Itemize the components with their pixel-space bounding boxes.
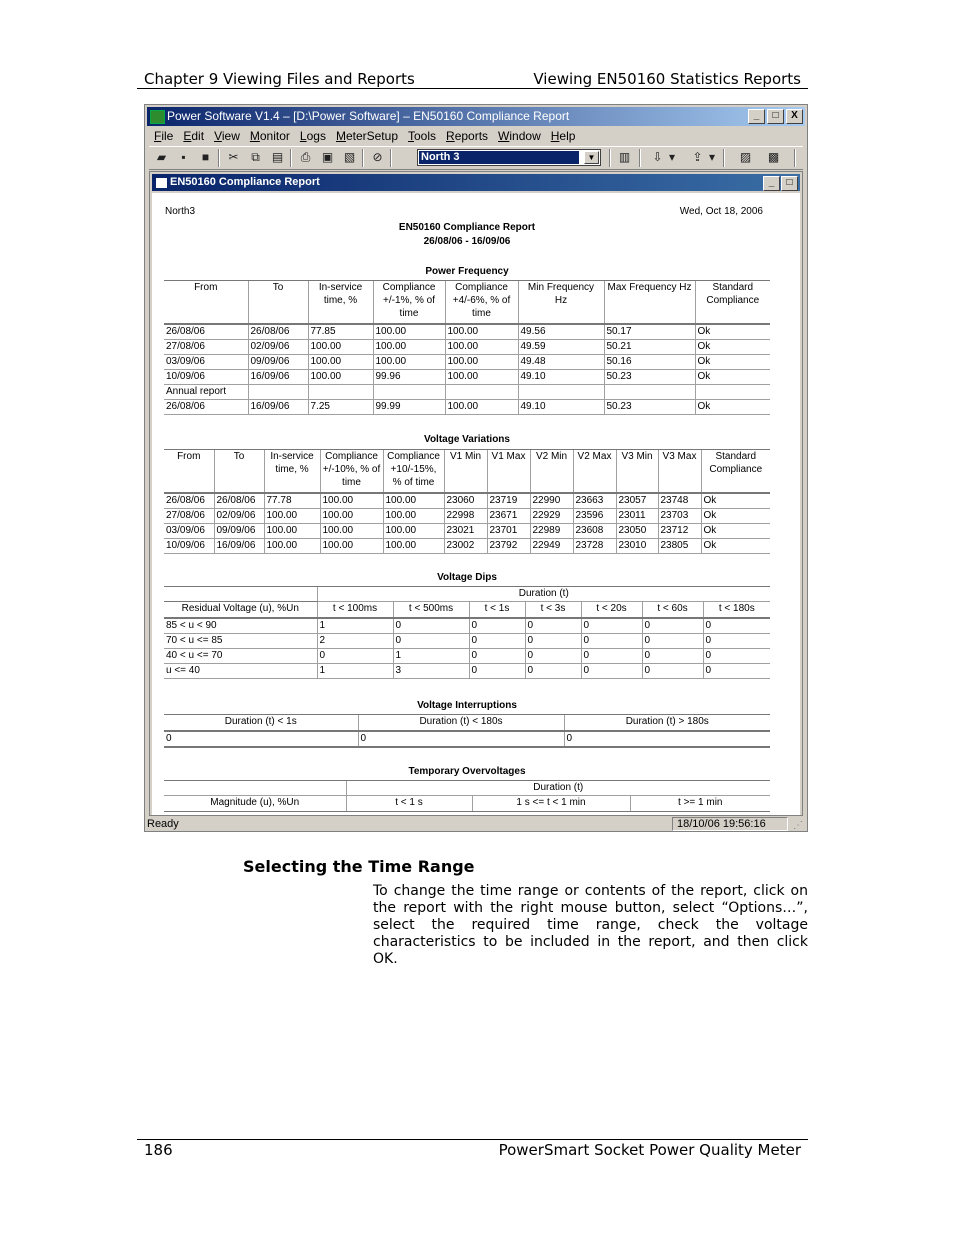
column-header: In-service time, %: [264, 450, 320, 493]
report-title: EN50160 Compliance Report: [398, 222, 536, 233]
running-header-left: Chapter 9 Viewing Files and Reports: [144, 70, 415, 88]
column-header: t < 1 s: [346, 796, 472, 812]
meter-icon[interactable]: ▥: [618, 150, 631, 164]
menu-edit[interactable]: Edit: [183, 129, 205, 143]
menu-metersetup[interactable]: MeterSetup: [335, 129, 398, 143]
report-window-title: EN50160 Compliance Report: [170, 176, 320, 188]
cut-icon[interactable]: ✂: [228, 150, 239, 164]
menu-window[interactable]: Window: [498, 129, 541, 143]
table-row: 85 < u < 90 1 0 0 0 0 0 0: [164, 618, 770, 634]
menu-view[interactable]: View: [214, 129, 240, 143]
column-header: t < 100ms: [317, 602, 393, 618]
report-title-bar[interactable]: [152, 174, 800, 191]
chevron-down-icon[interactable]: ▾: [708, 150, 716, 164]
menu-logs[interactable]: Logs: [299, 129, 326, 143]
column-header: Min Frequency Hz: [518, 281, 604, 324]
child-minimize-button[interactable]: _: [763, 176, 780, 191]
column-header: 1 s <= t < 1 min: [472, 796, 630, 812]
image-icon[interactable]: ▨: [739, 150, 752, 164]
overvoltages-duration-label: Duration (t): [346, 781, 770, 796]
app-title-bar[interactable]: [147, 107, 805, 126]
section-heading: Selecting the Time Range: [243, 857, 475, 876]
column-header: Compliance +4/-6%, % of time: [445, 281, 518, 324]
report-child-window: [149, 171, 803, 816]
menu-bar: [149, 127, 803, 145]
site-select-value: North 3: [419, 151, 579, 164]
paste-icon[interactable]: ▤: [271, 150, 284, 164]
resize-grip-icon[interactable]: ⋰: [793, 820, 803, 831]
save-icon[interactable]: ▪: [181, 150, 186, 164]
close-button[interactable]: X: [786, 109, 803, 124]
app-icon: [150, 110, 165, 124]
table-row: 26/08/06 26/08/06 77.78 100.00 100.00 23060 23719 22990 23663 23057 23748 Ok: [164, 493, 770, 509]
status-bar: [147, 817, 805, 831]
column-header: t >= 1 min: [630, 796, 770, 812]
upload-icon[interactable]: ⇪: [692, 150, 703, 164]
toolbar: [149, 146, 803, 170]
running-footer-title: PowerSmart Socket Power Quality Meter: [498, 1141, 801, 1159]
voltage-variations-title: Voltage Variations: [424, 434, 510, 445]
chevron-down-icon[interactable]: ▼: [584, 151, 599, 164]
voltage-variations-table: [164, 449, 770, 554]
footer-rule: [137, 1139, 808, 1140]
menu-monitor[interactable]: Monitor: [249, 129, 290, 143]
voltage-dips-title: Voltage Dips: [437, 572, 497, 583]
report-page[interactable]: [152, 193, 800, 815]
column-header: t < 1s: [469, 602, 525, 618]
chevron-down-icon[interactable]: ▾: [668, 150, 676, 164]
status-datetime: 18/10/06 19:56:16: [672, 817, 788, 831]
menu-help[interactable]: Help: [550, 129, 576, 143]
power-frequency-table: [164, 280, 770, 415]
column-header: Compliance +/-1%, % of time: [373, 281, 445, 324]
column-header: V1 Max: [487, 450, 530, 493]
power-frequency-title: Power Frequency: [425, 266, 509, 277]
properties-icon[interactable]: ▧: [343, 150, 356, 164]
column-header: Compliance +/-10%, % of time: [320, 450, 383, 493]
table-row: 03/09/06 09/09/06 100.00 100.00 100.00 49.48 50.16 Ok: [164, 354, 770, 369]
column-header: Residual Voltage (u), %Un: [164, 602, 317, 618]
voltage-interruptions-table: [164, 714, 770, 748]
report-window-icon: [155, 177, 168, 189]
app-window: [144, 104, 808, 832]
temporary-overvoltages-title: Temporary Overvoltages: [408, 766, 526, 777]
column-header: Duration (t) < 1s: [164, 715, 358, 731]
connect-icon[interactable]: ⊘: [372, 150, 383, 164]
save-all-icon[interactable]: ■: [201, 150, 210, 164]
table-row: 26/08/06 16/09/06 7.25 99.99 100.00 49.10 50.23 Ok: [164, 399, 770, 414]
column-header: Duration (t) < 180s: [358, 715, 564, 731]
column-header: Duration (t) > 180s: [564, 715, 770, 731]
open-folder-icon[interactable]: ▰: [156, 150, 167, 164]
column-header: V2 Max: [573, 450, 616, 493]
column-header: Standard Compliance: [695, 281, 770, 324]
column-header: From: [164, 450, 214, 493]
table-row: [164, 384, 770, 399]
column-header: V1 Min: [444, 450, 487, 493]
column-header: t < 180s: [703, 602, 770, 618]
report-date: Wed, Oct 18, 2006: [679, 206, 763, 217]
column-header: t < 3s: [525, 602, 581, 618]
table-row: 27/08/06 02/09/06 100.00 100.00 100.00 49.59 50.21 Ok: [164, 339, 770, 354]
column-header: Compliance +10/-15%, % of time: [383, 450, 444, 493]
column-header: From: [164, 281, 248, 324]
menu-file[interactable]: File: [154, 129, 174, 143]
column-header: Max Frequency Hz: [604, 281, 695, 324]
preview-icon[interactable]: ▣: [321, 150, 334, 164]
column-header: V2 Min: [530, 450, 573, 493]
table-row: 27/08/06 02/09/06 100.00 100.00 100.00 22998 23671 22929 23596 23011 23703 Ok: [164, 508, 770, 523]
temporary-overvoltages-table: [164, 780, 770, 812]
column-header: Magnitude (u), %Un: [164, 796, 346, 812]
section-paragraph: To change the time range or contents of the report, click on the report with the right mouse button, select “Options…”, select the required time range, check the voltage characteristics to be included in the report, and then click OK.: [373, 883, 808, 967]
column-header: t < 20s: [581, 602, 642, 618]
download-icon[interactable]: ⇩: [652, 150, 663, 164]
column-header: t < 60s: [642, 602, 703, 618]
print-icon[interactable]: ⎙: [300, 150, 311, 164]
table-row: u <= 40 1 3 0 0 0 0 0: [164, 663, 770, 678]
menu-reports[interactable]: Reports: [446, 129, 489, 143]
annual-report-label: Annual report: [164, 384, 248, 399]
maximize-button[interactable]: □: [767, 109, 784, 124]
header-rule: [137, 88, 808, 89]
column-header: To: [214, 450, 264, 493]
status-ready: Ready: [147, 818, 179, 830]
running-header-right: Viewing EN50160 Statistics Reports: [533, 70, 801, 88]
column-header: To: [248, 281, 308, 324]
report-period: 26/08/06 - 16/09/06: [423, 236, 511, 247]
dips-duration-label: Duration (t): [317, 587, 770, 602]
table-row: 10/09/06 16/09/06 100.00 100.00 100.00 23002 23792 22949 23728 23010 23805 Ok: [164, 538, 770, 553]
page-number: 186: [144, 1141, 173, 1159]
column-header: V3 Min: [616, 450, 658, 493]
table-row: 0 0 0: [164, 731, 770, 747]
table-row: 10/09/06 16/09/06 100.00 99.96 100.00 49.10 50.23 Ok: [164, 369, 770, 384]
table-row: 70 < u <= 85 2 0 0 0 0 0 0: [164, 633, 770, 648]
app-title: Power Software V1.4 – [D:\Power Software] – EN50160 Compliance Report: [167, 109, 570, 123]
column-header: t < 500ms: [393, 602, 469, 618]
minimize-button[interactable]: _: [748, 109, 765, 124]
table-row: 03/09/06 09/09/06 100.00 100.00 100.00 23021 23701 22989 23608 23050 23712 Ok: [164, 523, 770, 538]
child-maximize-button[interactable]: □: [781, 176, 798, 191]
table-row: 26/08/06 26/08/06 77.85 100.00 100.00 49.56 50.17 Ok: [164, 324, 770, 340]
copy-icon[interactable]: ⧉: [251, 150, 260, 164]
voltage-interruptions-title: Voltage Interruptions: [417, 700, 517, 711]
table-row: 40 < u <= 70 0 1 0 0 0 0 0: [164, 648, 770, 663]
site-select[interactable]: [417, 149, 601, 166]
column-header: Standard Compliance: [701, 450, 770, 493]
column-header: In-service time, %: [308, 281, 373, 324]
chart-icon[interactable]: ▩: [767, 150, 780, 164]
voltage-dips-table: [164, 586, 770, 679]
menu-tools[interactable]: Tools: [408, 129, 437, 143]
report-site: North3: [165, 206, 196, 217]
column-header: V3 Max: [658, 450, 701, 493]
